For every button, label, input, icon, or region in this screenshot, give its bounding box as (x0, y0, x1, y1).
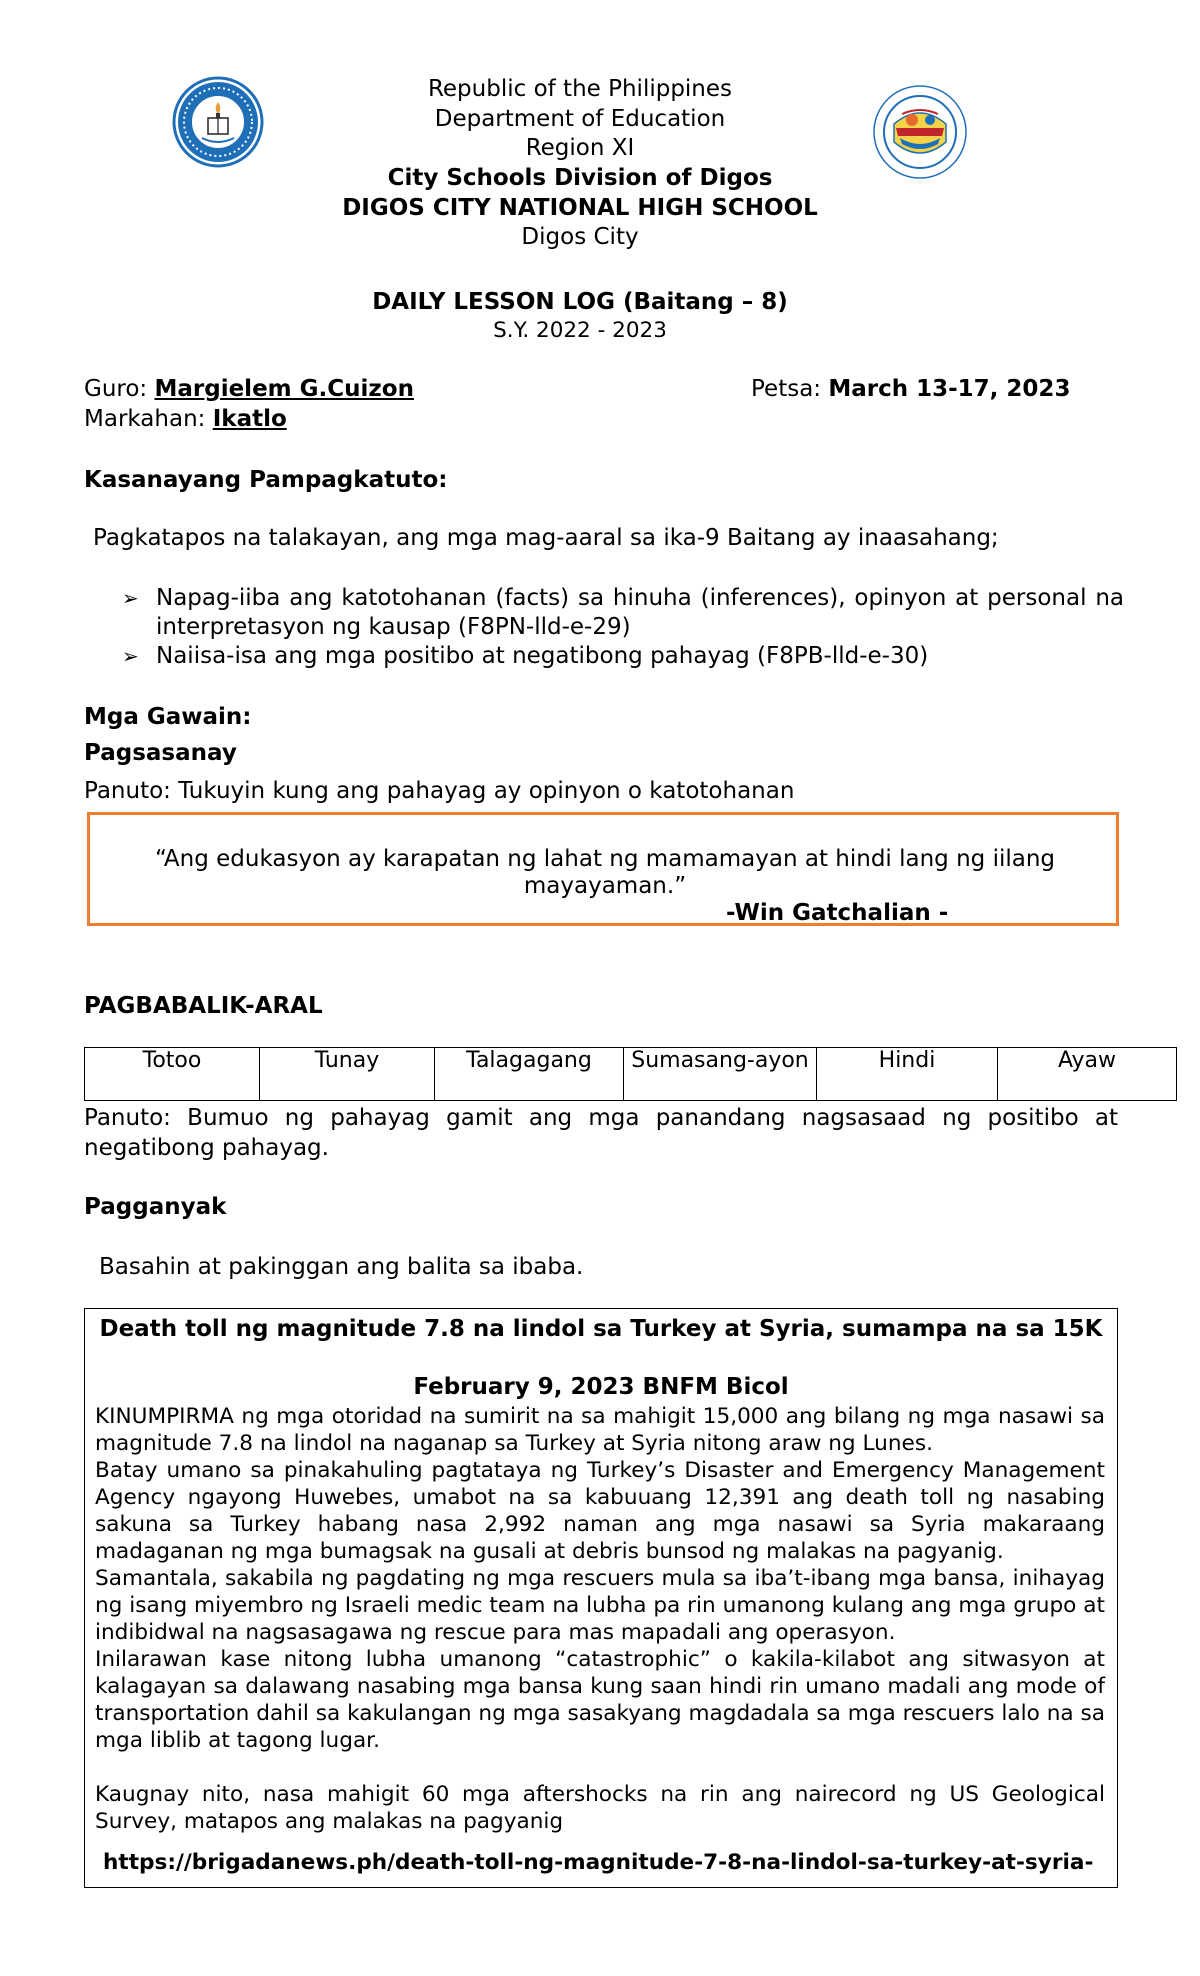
pagsasanay-panuto: Panuto: Tukuyin kung ang pahayag ay opinyon o katotohanan (84, 778, 795, 804)
petsa-value: March 13-17, 2023 (828, 376, 1071, 402)
guro-label: Guro: (84, 376, 155, 402)
word-cell: Talagagang (435, 1048, 624, 1101)
header-division: City Schools Division of Digos (387, 165, 773, 191)
guro-value: Margielem G.Cuizon (154, 376, 414, 402)
objective-text: Naiisa-isa ang mga positibo at negatibong pahayag (F8PB-lld-e-30) (156, 643, 929, 669)
table-row (85, 1048, 1177, 1101)
word-cell: Ayaw (998, 1048, 1177, 1101)
word-cell: Hindi (817, 1048, 998, 1101)
word-cell: Tunay (260, 1048, 435, 1101)
arrow-bullet-icon: ➢ (122, 586, 139, 610)
kasanayan-intro: Pagkatapos na talakayan, ang mga mag-aaral sa ika-9 Baitang ay inaasahang; (93, 525, 999, 551)
news-box (84, 1308, 1118, 1888)
news-paragraph: KINUMPIRMA ng mga otoridad na sumirit na sa mahigit 15,000 ang bilang ng mga nasawi sa magnitude 7.8 na lindol na naganap sa Turkey at Syria nitong araw ng Lunes. (95, 1404, 1105, 1456)
markahan-label: Markahan: (84, 406, 213, 432)
news-paragraph: Samantala, sakabila ng pagdating ng mga rescuers mula sa iba’t-ibang mga bansa, inihayag ng isang miyembro ng Israeli medic team na lubha pa rin umanong kulang ang mga grupo at indibidwal na nagsasagawa ng rescue para mas mapadali ang operasyon. (95, 1566, 1105, 1645)
news-paragraph: Batay umano sa pinakahuling pagtataya ng Turkey’s Disaster and Emergency Management Agency ngayong Huwebes, umabot na sa kabuuang 12,391 ang death toll ng nasabing sakuna sa Turkey habang nasa 2,992 naman ang mga nasawi sa Syria makaraang madaganan ng mga bumagsak na gusali at debris bunsod ng malakas na pagyanig. (95, 1458, 1105, 1564)
word-cell: Sumasang-ayon (624, 1048, 817, 1101)
pagganyak-instruction: Basahin at pakinggan ang balita sa ibaba. (99, 1254, 584, 1280)
doc-title: DAILY LESSON LOG (Baitang – 8) (372, 289, 788, 315)
news-source-link[interactable]: https://brigadanews.ph/death-toll-ng-magnitude-7-8-na-lindol-sa-turkey-at-syria- (103, 1850, 1094, 1875)
balik-aral-panuto: Panuto: Bumuo ng pahayag gamit ang mga panandang nagsasaad ng positibo at negatibong pahayag. (84, 1105, 1118, 1161)
objective-item (84, 642, 1124, 671)
quote-box (87, 812, 1119, 926)
header-republic: Republic of the Philippines (427, 76, 733, 102)
gawain-heading: Mga Gawain: (84, 704, 252, 730)
balik-aral-heading: PAGBABALIK-ARAL (84, 993, 323, 1019)
kasanayan-heading: Kasanayang Pampagkatuto: (84, 467, 448, 493)
markahan-value: Ikatlo (212, 406, 287, 432)
news-dateline: February 9, 2023 BNFM Bicol (413, 1374, 789, 1400)
objective-item (84, 584, 1124, 642)
guro-line (84, 374, 414, 404)
quote-text: “Ang edukasyon ay karapatan ng lahat ng mamamayan at hindi lang ng iilang mayayaman.” (154, 846, 1056, 899)
header-department: Department of Education (434, 106, 726, 132)
header-region: Region XI (525, 135, 635, 161)
news-headline: Death toll ng magnitude 7.8 na lindol sa Turkey at Syria, sumampa na sa 15K (99, 1316, 1103, 1342)
news-paragraph: Kaugnay nito, nasa mahigit 60 mga aftershocks na rin ang nairecord ng US Geological Survey, matapos ang malakas na pagyanig (95, 1782, 1105, 1834)
petsa-label: Petsa: (751, 376, 829, 402)
header-school: DIGOS CITY NATIONAL HIGH SCHOOL (342, 195, 818, 221)
pagsasanay-heading: Pagsasanay (84, 740, 237, 766)
petsa-line (751, 374, 1070, 404)
header-city: Digos City (521, 224, 639, 250)
word-table (84, 1047, 1177, 1101)
news-paragraph: Inilarawan kase nitong lubha umanong “catastrophic” o kakila-kilabot ang sitwasyon at kalagayan sa dalawang nasabing mga bansa kung saan hindi rin umano madali ang mode of transportation dahil sa kakulangan ng mga sasakyang magdadala sa mga rescuers lalo na sa mga liblib at tagong lugar. (95, 1647, 1105, 1753)
pagganyak-heading: Pagganyak (84, 1194, 227, 1220)
school-year: S.Y. 2022 - 2023 (493, 318, 667, 343)
objectives-list (84, 584, 1124, 671)
markahan-line (84, 404, 287, 434)
arrow-bullet-icon: ➢ (122, 644, 139, 668)
word-cell: Totoo (85, 1048, 260, 1101)
quote-author: -Win Gatchalian - (726, 900, 949, 926)
news-body (95, 1403, 1105, 1835)
objective-text: Napag-iiba ang katotohanan (facts) sa hinuha (inferences), opinyon at personal na interpretasyon ng kausap (F8PN-lld-e-29) (156, 585, 1124, 640)
